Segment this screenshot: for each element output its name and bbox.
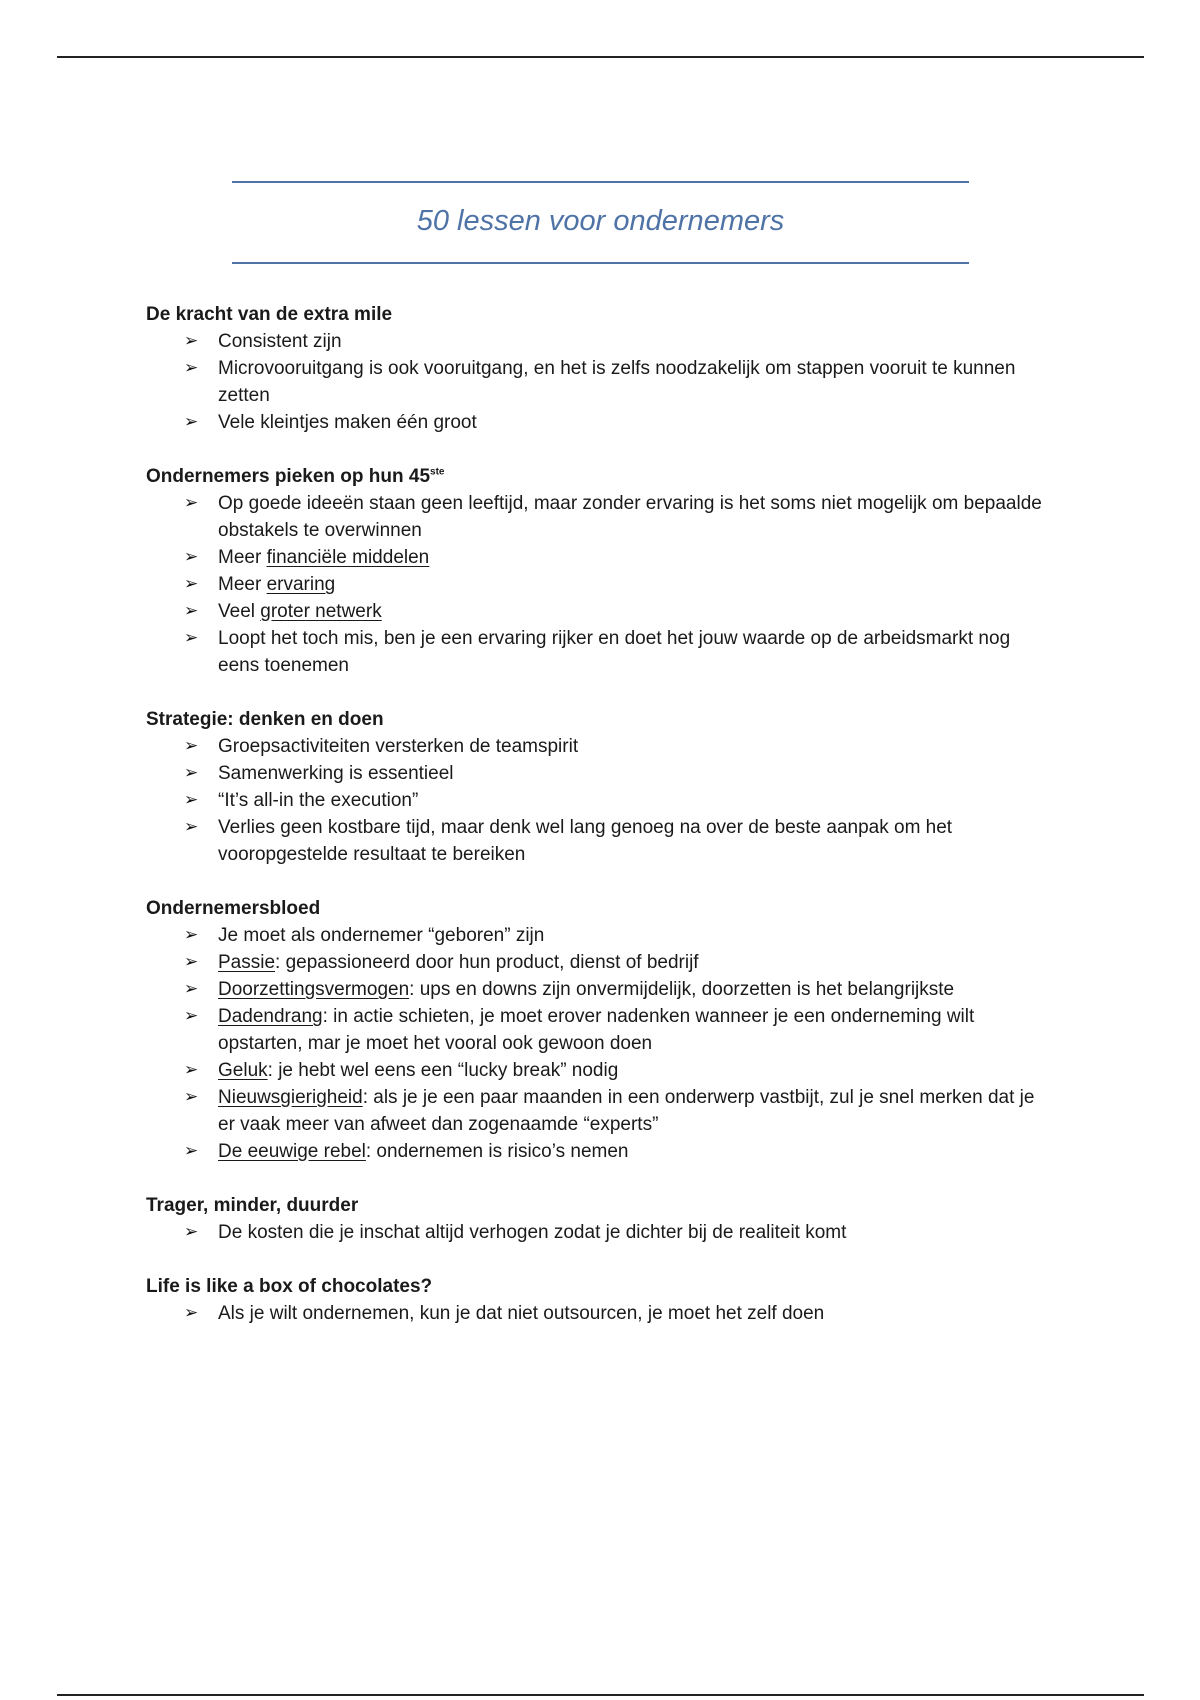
list-item xyxy=(146,1138,1046,1165)
underlined-term: groter netwerk xyxy=(260,601,382,622)
arrow-bullet-icon: ➢ xyxy=(184,1006,199,1026)
heading-superscript: ste xyxy=(430,466,445,478)
arrow-bullet-icon: ➢ xyxy=(184,1060,199,1080)
section xyxy=(146,463,1046,679)
bullet-list xyxy=(146,1219,1046,1246)
underlined-term: Passie xyxy=(218,952,276,973)
arrow-bullet-icon: ➢ xyxy=(184,1222,199,1242)
list-item-rest: : in actie schieten, je moet erover nadenken wanneer je een onderneming wilt opstarten, mar je moet het vooral ook gewoon doen xyxy=(218,1006,975,1054)
arrow-bullet-icon: ➢ xyxy=(184,817,199,837)
list-item-rest: : gepassioneerd door hun product, dienst of bedrijf xyxy=(275,952,699,973)
section-heading-text: Ondernemersbloed xyxy=(146,898,321,919)
arrow-bullet-icon: ➢ xyxy=(184,358,199,378)
arrow-bullet-icon: ➢ xyxy=(184,736,199,756)
section-heading xyxy=(146,895,1046,922)
underlined-term: Nieuwsgierigheid xyxy=(218,1087,363,1108)
section-heading-text: Trager, minder, duurder xyxy=(146,1195,359,1216)
bullet-list xyxy=(146,1300,1046,1327)
list-item xyxy=(146,760,1046,787)
list-item xyxy=(146,922,1046,949)
list-item-rest: : ondernemen is risico’s nemen xyxy=(365,1141,629,1162)
list-item xyxy=(146,490,1046,544)
list-item xyxy=(146,1084,1046,1138)
underlined-term: Dadendrang xyxy=(218,1006,323,1027)
arrow-bullet-icon: ➢ xyxy=(184,979,199,999)
list-item-text: Microvooruitgang is ook vooruitgang, en het is zelfs noodzakelijk om stappen vooruit te kunnen zetten xyxy=(218,358,1016,406)
list-item xyxy=(146,1219,1046,1246)
document-body xyxy=(146,301,1046,1354)
arrow-bullet-icon: ➢ xyxy=(184,601,199,621)
section xyxy=(146,301,1046,436)
underlined-term: financiële middelen xyxy=(266,547,430,568)
underlined-term: ervaring xyxy=(266,574,336,595)
section-heading-text: Ondernemers pieken op hun 45 xyxy=(146,466,431,487)
section xyxy=(146,1192,1046,1246)
title-rule-top xyxy=(232,181,969,183)
arrow-bullet-icon: ➢ xyxy=(184,331,199,351)
list-item-lead: Meer xyxy=(218,574,267,595)
list-item xyxy=(146,625,1046,679)
list-item-text: Je moet als ondernemer “geboren” zijn xyxy=(218,925,545,946)
list-item-rest: : ups en downs zijn onvermijdelijk, doorzetten is het belangrijkste xyxy=(409,979,955,1000)
list-item xyxy=(146,976,1046,1003)
section xyxy=(146,1273,1046,1327)
list-item-text: Vele kleintjes maken één groot xyxy=(218,412,477,433)
list-item-text: De kosten die je inschat altijd verhogen zodat je dichter bij de realiteit komt xyxy=(218,1222,847,1243)
list-item xyxy=(146,1300,1046,1327)
arrow-bullet-icon: ➢ xyxy=(184,790,199,810)
list-item-text: Verlies geen kostbare tijd, maar denk wel lang genoeg na over de beste aanpak om het vooropgestelde resultaat te bereiken xyxy=(218,817,953,865)
title-rule-bottom xyxy=(232,262,969,264)
underlined-term: Geluk xyxy=(218,1060,268,1081)
arrow-bullet-icon: ➢ xyxy=(184,628,199,648)
arrow-bullet-icon: ➢ xyxy=(184,952,199,972)
list-item xyxy=(146,328,1046,355)
section-heading xyxy=(146,301,1046,328)
footer-rule xyxy=(57,1694,1144,1696)
arrow-bullet-icon: ➢ xyxy=(184,763,199,783)
list-item xyxy=(146,949,1046,976)
list-item xyxy=(146,733,1046,760)
list-item-rest: : als je je een paar maanden in een onderwerp vastbijt, zul je snel merken dat je er vaak meer van afweet dan zogenaamde “experts” xyxy=(218,1087,1035,1135)
document-title: 50 lessen voor ondernemers xyxy=(416,205,785,237)
underlined-term: Doorzettingsvermogen xyxy=(218,979,410,1000)
section-heading xyxy=(146,463,1046,490)
section-heading-text: Strategie: denken en doen xyxy=(146,709,384,730)
arrow-bullet-icon: ➢ xyxy=(184,412,199,432)
list-item xyxy=(146,598,1046,625)
list-item xyxy=(146,787,1046,814)
section-heading xyxy=(146,1192,1046,1219)
list-item-text: “It’s all-in the execution” xyxy=(218,790,419,811)
list-item-rest: : je hebt wel eens een “lucky break” nodig xyxy=(267,1060,619,1081)
arrow-bullet-icon: ➢ xyxy=(184,1141,199,1161)
section-heading xyxy=(146,706,1046,733)
list-item-text: Als je wilt ondernemen, kun je dat niet outsourcen, je moet het zelf doen xyxy=(218,1303,825,1324)
section xyxy=(146,706,1046,868)
arrow-bullet-icon: ➢ xyxy=(184,1087,199,1107)
header-rule xyxy=(57,56,1144,58)
bullet-list xyxy=(146,733,1046,868)
section xyxy=(146,895,1046,1165)
list-item xyxy=(146,544,1046,571)
list-item xyxy=(146,571,1046,598)
bullet-list xyxy=(146,922,1046,1165)
section-heading xyxy=(146,1273,1046,1300)
list-item-text: Groepsactiviteiten versterken de teamspirit xyxy=(218,736,579,757)
section-heading-text: De kracht van de extra mile xyxy=(146,304,393,325)
bullet-list xyxy=(146,490,1046,679)
arrow-bullet-icon: ➢ xyxy=(184,925,199,945)
list-item xyxy=(146,1057,1046,1084)
list-item xyxy=(146,814,1046,868)
list-item-text: Op goede ideeën staan geen leeftijd, maar zonder ervaring is het soms niet mogelijk om bepaalde obstakels te overwinnen xyxy=(218,493,1042,541)
bullet-list xyxy=(146,328,1046,436)
list-item xyxy=(146,355,1046,409)
section-heading-text: Life is like a box of chocolates? xyxy=(146,1276,433,1297)
list-item-text: Loopt het toch mis, ben je een ervaring rijker en doet het jouw waarde op de arbeidsmarkt nog eens toenemen xyxy=(218,628,1011,676)
underlined-term: De eeuwige rebel xyxy=(218,1141,366,1162)
list-item-text: Consistent zijn xyxy=(218,331,342,352)
list-item xyxy=(146,409,1046,436)
list-item xyxy=(146,1003,1046,1057)
arrow-bullet-icon: ➢ xyxy=(184,574,199,594)
arrow-bullet-icon: ➢ xyxy=(184,547,199,567)
arrow-bullet-icon: ➢ xyxy=(184,1303,199,1323)
list-item-lead: Veel xyxy=(218,601,261,622)
arrow-bullet-icon: ➢ xyxy=(184,493,199,513)
list-item-lead: Meer xyxy=(218,547,267,568)
list-item-text: Samenwerking is essentieel xyxy=(218,763,454,784)
